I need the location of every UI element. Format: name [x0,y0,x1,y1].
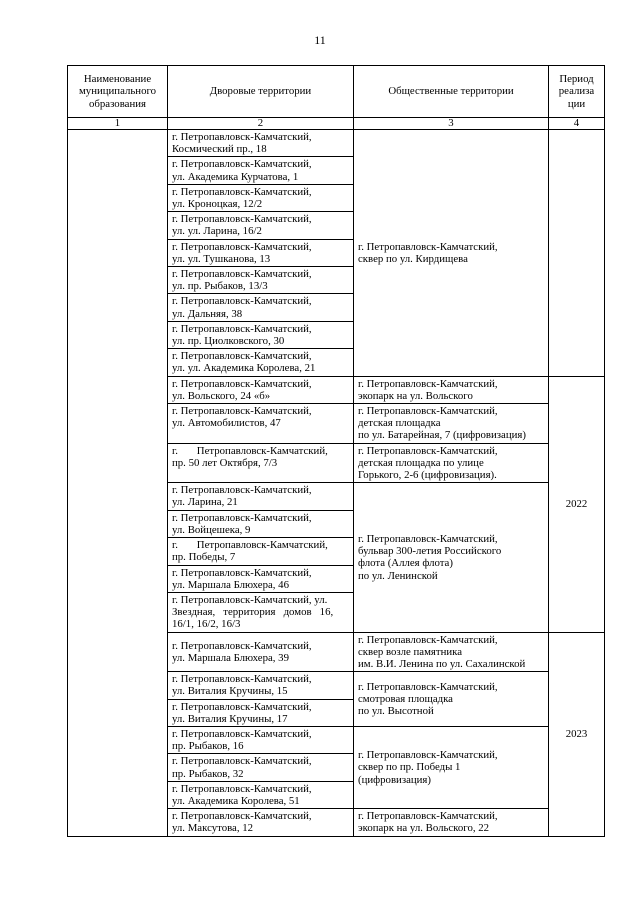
territories-table [67,65,605,837]
table-row [68,130,605,157]
column-number: 3 [354,118,549,130]
yard-territory-cell: г. Петропавловск-Камчатский, ул. ул. Тушканова, 13 [168,239,354,266]
page-number: 11 [314,33,326,47]
public-territory-cell: г. Петропавловск-Камчатский, детская площадка по улице Горького, 2-6 (цифровизация). [354,443,549,483]
public-territory-cell: г. Петропавловск-Камчатский, экопарк на ул. Вольского, 22 [354,809,549,836]
public-territory-cell: г. Петропавловск-Камчатский, смотровая площадка по ул. Высотной [354,672,549,727]
yard-territory-cell: г. Петропавловск-Камчатский, ул. Автомобилистов, 47 [168,404,354,444]
yard-territory-cell: г. Петропавловск-Камчатский, ул. Максутова, 12 [168,809,354,836]
yard-territory-cell: г. Петропавловск-Камчатский, ул. пр. Рыбаков, 13/3 [168,267,354,294]
yard-territory-cell: г. Петропавловск-Камчатский, ул. Кроноцкая, 12/2 [168,184,354,211]
yard-territory-cell: г. Петропавловск-Камчатский, ул. пр. Циолковского, 30 [168,321,354,348]
yard-territory-cell: г. Петропавловск-Камчатский, ул. Виталия Кручины, 15 [168,672,354,699]
yard-territory-cell: г. Петропавловск-Камчатский, Космический пр., 18 [168,130,354,157]
header-row [68,66,605,118]
yard-territory-cell: г. Петропавловск-Камчатский, ул. Академика Курчатова, 1 [168,157,354,184]
period-cell [549,130,605,377]
yard-territory-cell: г. Петропавловск-Камчатский, пр. Рыбаков, 32 [168,754,354,781]
header-period: Период реализа ции [549,66,605,118]
yard-territory-cell: г. Петропавловск-Камчатский, пр. Рыбаков, 16 [168,726,354,753]
yard-territory-cell: г. Петропавловск-Камчатский, ул. Виталия Кручины, 17 [168,699,354,726]
period-year-2022: 2022 [549,376,605,632]
yard-territory-cell: г. Петропавловск-Камчатский, ул. Звездная, территория домов 16, 16/1, 16/2, 16/3 [168,592,354,632]
public-territory-cell: г. Петропавловск-Камчатский, бульвар 300-летия Российского флота (Аллея флота) по ул. Ленинской [354,483,549,632]
yard-territory-cell: г. Петропавловск-Камчатский, ул. Дальняя, 38 [168,294,354,321]
column-number-row [68,118,605,130]
public-territory-cell: г. Петропавловск-Камчатский, сквер по ул. Кирдищева [354,130,549,377]
yard-territory-cell: г. Петропавловск-Камчатский, пр. Победы, 7 [168,538,354,565]
header-yard-territories: Дворовые территории [168,66,354,118]
column-number: 4 [549,118,605,130]
yard-territory-cell: г. Петропавловск-Камчатский, ул. ул. Ларина, 16/2 [168,212,354,239]
public-territory-cell: г. Петропавловск-Камчатский, экопарк на ул. Вольского [354,376,549,403]
yard-territory-cell: г. Петропавловск-Камчатский, пр. 50 лет Октября, 7/3 [168,443,354,483]
yard-territory-cell: г. Петропавловск-Камчатский, ул. Вольского, 24 «б» [168,376,354,403]
header-municipality: Наименование муниципального образования [68,66,168,118]
public-territory-cell: г. Петропавловск-Камчатский, сквер возле памятника им. В.И. Ленина по ул. Сахалинской [354,632,549,672]
yard-territory-cell: г. Петропавловск-Камчатский, ул. Ларина, 21 [168,483,354,510]
public-territory-cell: г. Петропавловск-Камчатский, детская площадка по ул. Батарейная, 7 (цифровизация) [354,404,549,444]
yard-territory-cell: г. Петропавловск-Камчатский, ул. Войцешека, 9 [168,510,354,537]
yard-territory-cell: г. Петропавловск-Камчатский, ул. Маршала Блюхера, 46 [168,565,354,592]
yard-territory-cell: г. Петропавловск-Камчатский, ул. Маршала Блюхера, 39 [168,632,354,672]
yard-territory-cell: г. Петропавловск-Камчатский, ул. ул. Академика Королева, 21 [168,349,354,376]
period-year-2023: 2023 [549,632,605,836]
column-number: 1 [68,118,168,130]
column-number: 2 [168,118,354,130]
yard-territory-cell: г. Петропавловск-Камчатский, ул. Академика Королева, 51 [168,781,354,808]
public-territory-cell: г. Петропавловск-Камчатский, сквер по пр. Победы 1 (цифровизация) [354,726,549,808]
municipality-cell [68,130,168,837]
header-public-territories: Общественные территории [354,66,549,118]
